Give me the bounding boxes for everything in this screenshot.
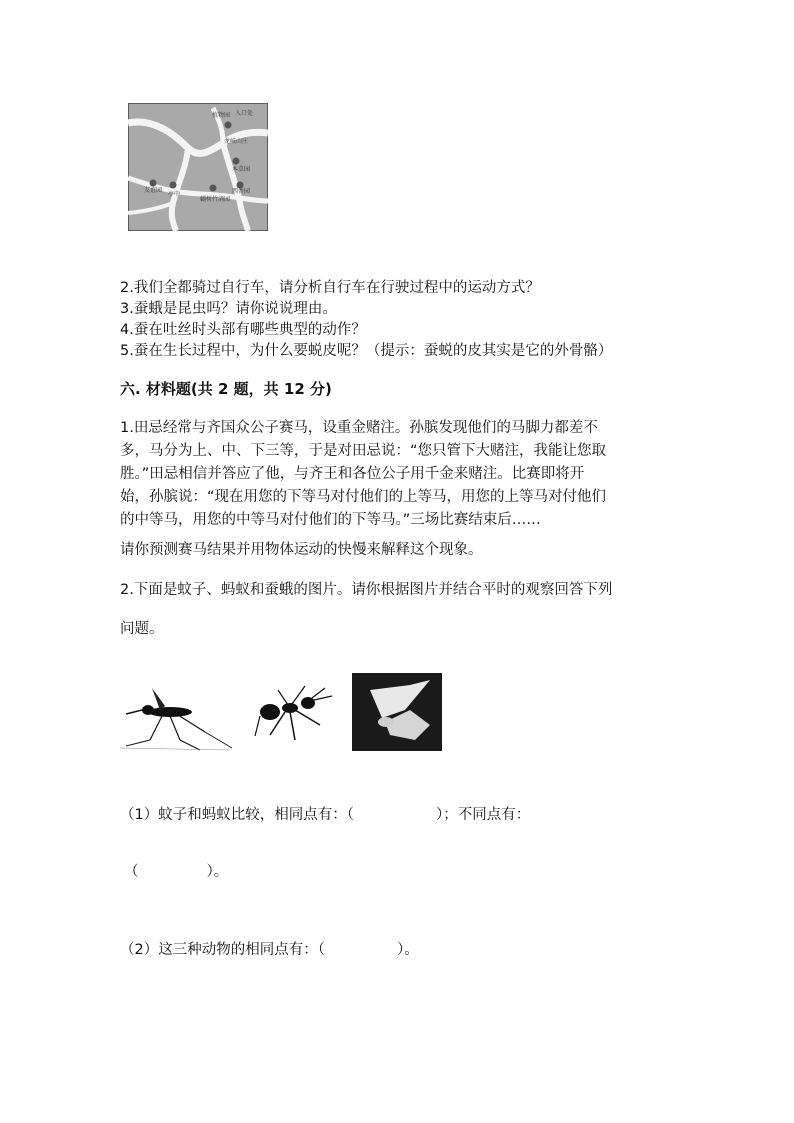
question-4: 4.蚕在吐丝时头部有哪些典型的动作？ xyxy=(120,322,366,338)
section-6-title: 六. 材料题(共 2 题，共 12 分) xyxy=(120,380,332,398)
sub-question-1 xyxy=(120,805,530,825)
q1-line-4: 始，孙膑说：“现在用您的下等马对付他们的上等马，用您的上等马对付他们 xyxy=(120,489,607,505)
sub-question-2 xyxy=(120,940,419,960)
silkmoth-image xyxy=(352,673,442,751)
ant-image xyxy=(255,686,332,740)
q2-line-2: 问题。 xyxy=(120,621,164,637)
sub1-middle: ）；不同点有： xyxy=(435,807,531,823)
map-label-5: 西香园 xyxy=(232,188,251,195)
question-3: 3.蚕蛾是昆虫吗？请你说说理由。 xyxy=(120,301,337,317)
q1-line-3: 胜。”田忌相信并答应了他，与齐王和各位公子用千金来赌注。比赛即将开 xyxy=(120,466,585,482)
map-label-2: 入口处 xyxy=(235,110,254,117)
mosquito-image xyxy=(120,688,232,750)
sub-question-1-cont xyxy=(124,862,228,882)
sub1-open: （ xyxy=(124,864,139,880)
q1-prompt: 请你预测赛马结果并用物体运动的快慢来解释这个现象。 xyxy=(120,542,483,558)
q1-line-1: 1.田忌经常与齐国众公子赛马，设重金赌注。孙膑发现他们的马脚力都差不 xyxy=(120,420,598,436)
question-5: 5.蚕在生长过程中，为什么要蜕皮呢？（提示：蚕蜕的皮其实是它的外骨骼） xyxy=(120,343,613,359)
insect-images xyxy=(120,670,450,755)
map-label-1: 植物园 xyxy=(212,112,231,119)
q1-line-2: 多，马分为上、中、下三等，于是对田忌说：“您只管下大赌注，我能让您取 xyxy=(120,443,607,459)
question-2: 2.我们全都骑过自行车，请分析自行车在行驶过程中的运动方式？ xyxy=(120,280,540,296)
sub1-close: ）。 xyxy=(206,864,229,880)
sub2-close: ）。 xyxy=(396,942,419,958)
sub1-prefix: （1）蚊子和蚂蚁比较，相同点有：（ xyxy=(120,807,354,823)
sub2-prefix: （2）这三种动物的相同点有：（ xyxy=(120,942,325,958)
map-label-4: 本草园 xyxy=(232,166,251,173)
map-label-8: 亭中 xyxy=(168,191,181,198)
map-label-7: 友谊园 xyxy=(144,187,163,194)
map-label-3: 龙岐山庄 xyxy=(224,138,249,145)
q1-line-5: 的中等马，用您的中等马对付他们的下等马。”三场比赛结束后…… xyxy=(120,512,541,528)
map-label-6: 蝴树竹酒园 xyxy=(200,196,231,203)
q2-line-1: 2.下面是蚊子、蚂蚁和蚕蛾的图片。请你根据图片并结合平时的观察回答下列 xyxy=(120,582,613,598)
park-map-image xyxy=(128,103,268,231)
